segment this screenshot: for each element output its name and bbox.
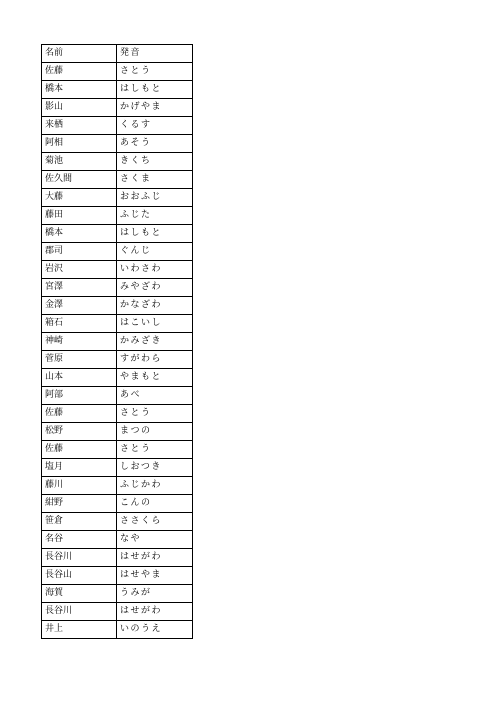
reading-cell: あべ: [117, 387, 193, 405]
name-cell: 神崎: [42, 333, 117, 351]
table-row: [42, 243, 193, 261]
name-cell: 山本: [42, 369, 117, 387]
table-row: [42, 279, 193, 297]
name-cell: 岩沢: [42, 261, 117, 279]
name-cell: 名谷: [42, 531, 117, 549]
table-row: [42, 117, 193, 135]
reading-cell: ふじた: [117, 207, 193, 225]
table-row: [42, 315, 193, 333]
reading-cell: かなざわ: [117, 297, 193, 315]
table-row: [42, 207, 193, 225]
table-row: [42, 441, 193, 459]
reading-cell: くるす: [117, 117, 193, 135]
table-row: [42, 585, 193, 603]
name-cell: 宮澤: [42, 279, 117, 297]
name-cell: 金澤: [42, 297, 117, 315]
reading-cell: かみざき: [117, 333, 193, 351]
reading-cell: はせがわ: [117, 603, 193, 621]
reading-cell: すがわら: [117, 351, 193, 369]
name-cell: 長谷川: [42, 549, 117, 567]
table-row: [42, 333, 193, 351]
table-row: [42, 351, 193, 369]
table-row: [42, 99, 193, 117]
reading-cell: はしもと: [117, 225, 193, 243]
reading-cell: なや: [117, 531, 193, 549]
name-cell: 藤田: [42, 207, 117, 225]
name-cell: 佐藤: [42, 405, 117, 423]
name-cell: 菅原: [42, 351, 117, 369]
reading-cell: いわさわ: [117, 261, 193, 279]
table-row: [42, 225, 193, 243]
reading-cell: さとう: [117, 441, 193, 459]
reading-cell: ぐんじ: [117, 243, 193, 261]
table-row: [42, 387, 193, 405]
name-cell: 長谷山: [42, 567, 117, 585]
name-cell: 長谷川: [42, 603, 117, 621]
name-reading-table: [41, 44, 193, 639]
table-row: [42, 81, 193, 99]
name-cell: 佐藤: [42, 63, 117, 81]
header-reading-cell: 発音: [117, 45, 193, 63]
table-row: [42, 297, 193, 315]
reading-cell: あそう: [117, 135, 193, 153]
table-row: [42, 459, 193, 477]
table-row: [42, 153, 193, 171]
name-cell: 影山: [42, 99, 117, 117]
reading-cell: きくち: [117, 153, 193, 171]
name-cell: 橋本: [42, 81, 117, 99]
name-cell: 紺野: [42, 495, 117, 513]
header-name-cell: 名前: [42, 45, 117, 63]
reading-cell: おおふじ: [117, 189, 193, 207]
reading-cell: やまもと: [117, 369, 193, 387]
name-cell: 箱石: [42, 315, 117, 333]
reading-cell: はせがわ: [117, 549, 193, 567]
name-cell: 菊池: [42, 153, 117, 171]
reading-cell: しおつき: [117, 459, 193, 477]
name-cell: 橋本: [42, 225, 117, 243]
name-cell: 藤川: [42, 477, 117, 495]
table-row: [42, 495, 193, 513]
reading-cell: ふじかわ: [117, 477, 193, 495]
reading-cell: はしもと: [117, 81, 193, 99]
name-cell: 海賀: [42, 585, 117, 603]
table-row: [42, 549, 193, 567]
table-row: [42, 621, 193, 639]
table-row: [42, 261, 193, 279]
table-row: [42, 477, 193, 495]
name-cell: 松野: [42, 423, 117, 441]
reading-cell: はせやま: [117, 567, 193, 585]
table-row: [42, 171, 193, 189]
table-row: [42, 531, 193, 549]
name-cell: 井上: [42, 621, 117, 639]
reading-cell: みやざわ: [117, 279, 193, 297]
table-row: [42, 63, 193, 81]
reading-cell: かげやま: [117, 99, 193, 117]
name-cell: 大藤: [42, 189, 117, 207]
reading-cell: こんの: [117, 495, 193, 513]
table-row: [42, 369, 193, 387]
name-cell: 阿部: [42, 387, 117, 405]
reading-cell: さくま: [117, 171, 193, 189]
reading-cell: うみが: [117, 585, 193, 603]
name-cell: 阿相: [42, 135, 117, 153]
reading-cell: はこいし: [117, 315, 193, 333]
table-header-row: [42, 45, 193, 63]
table-row: [42, 513, 193, 531]
table-row: [42, 603, 193, 621]
reading-cell: まつの: [117, 423, 193, 441]
name-cell: 佐藤: [42, 441, 117, 459]
table-row: [42, 423, 193, 441]
name-cell: 佐久間: [42, 171, 117, 189]
table-row: [42, 567, 193, 585]
name-cell: 塩月: [42, 459, 117, 477]
name-cell: 郡司: [42, 243, 117, 261]
reading-cell: ささくら: [117, 513, 193, 531]
table-row: [42, 135, 193, 153]
reading-cell: いのうえ: [117, 621, 193, 639]
name-cell: 来栖: [42, 117, 117, 135]
table-body: [42, 45, 193, 639]
table-row: [42, 189, 193, 207]
reading-cell: さとう: [117, 405, 193, 423]
table-row: [42, 405, 193, 423]
reading-cell: さとう: [117, 63, 193, 81]
name-cell: 笹倉: [42, 513, 117, 531]
